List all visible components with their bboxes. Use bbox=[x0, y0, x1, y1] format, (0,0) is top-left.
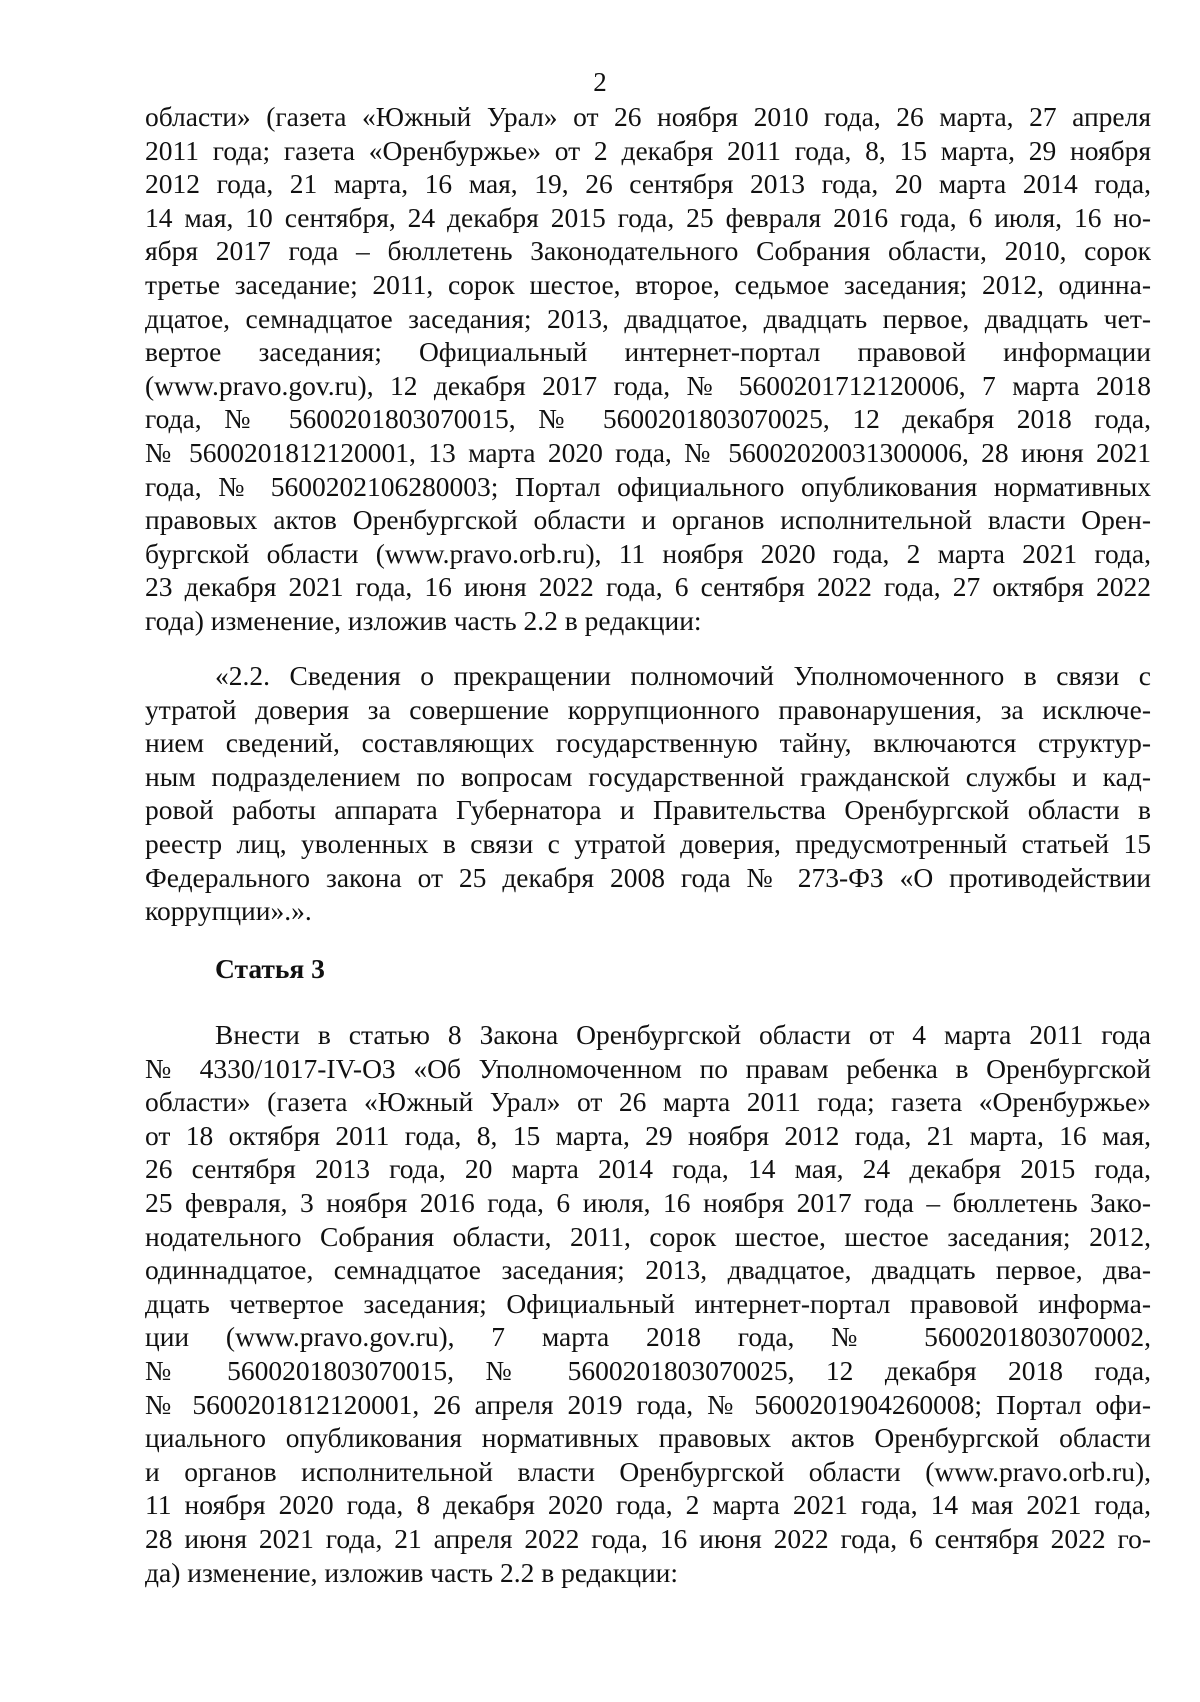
text-line: (www.pravo.gov.ru), 12 декабря 2017 года, № 5600201712120006, 7 марта 2018 bbox=[145, 369, 1151, 401]
text-line: № 5600201812120001, 26 апреля 2019 года, № 5600201904260008; Портал офи- bbox=[145, 1388, 1151, 1420]
text-line: года) изменение, изложив часть 2.2 в редакции: bbox=[145, 604, 702, 636]
text-line: 2011 года; газета «Оренбуржье» от 2 декабря 2011 года, 8, 15 марта, 29 ноября bbox=[145, 134, 1151, 166]
article-heading: Статья 3 bbox=[215, 953, 325, 984]
text-line: циального опубликования нормативных правовых актов Оренбургской области bbox=[145, 1422, 1151, 1454]
text-line: третье заседание; 2011, сорок шестое, второе, седьмое заседания; 2012, одинна- bbox=[145, 268, 1151, 300]
paragraph-amendment-tail bbox=[145, 100, 1151, 638]
text-line: 14 мая, 10 сентября, 24 декабря 2015 года, 25 февраля 2016 года, 6 июля, 16 но- bbox=[145, 201, 1151, 233]
text-line: да) изменение, изложив часть 2.2 в редакции: bbox=[145, 1556, 679, 1588]
text-line: одиннадцатое, семнадцатое заседания; 2013, двадцатое, двадцать первое, два- bbox=[145, 1254, 1151, 1286]
text-line: Федерального закона от 25 декабря 2008 года № 273-ФЗ «О противодействии bbox=[145, 861, 1151, 893]
text-line: и органов исполнительной власти Оренбургской области (www.pravo.orb.ru), bbox=[145, 1455, 1151, 1487]
text-line: нодательного Собрания области, 2011, сорок шестое, шестое заседания; 2012, bbox=[145, 1220, 1151, 1252]
text-line: нием сведений, составляющих государственную тайну, включаются структур- bbox=[145, 727, 1151, 759]
text-line: года, № 5600201803070015, № 5600201803070025, 12 декабря 2018 года, bbox=[145, 403, 1151, 435]
text-line: 23 декабря 2021 года, 16 июня 2022 года, 6 сентября 2022 года, 27 октября 2022 bbox=[145, 571, 1151, 603]
paragraph-article-3 bbox=[145, 1018, 1151, 1589]
text-line: года, № 5600202106280003; Портал официального опубликования нормативных bbox=[145, 470, 1151, 502]
text-line: бургской области (www.pravo.orb.ru), 11 ноября 2020 года, 2 марта 2021 года, bbox=[145, 537, 1151, 569]
text-line: 26 сентября 2013 года, 20 марта 2014 года, 14 мая, 24 декабря 2015 года, bbox=[145, 1153, 1151, 1185]
text-line: вертое заседания; Официальный интернет-портал правовой информации bbox=[145, 336, 1151, 368]
text-line: ции (www.pravo.gov.ru), 7 марта 2018 года, № 5600201803070002, bbox=[145, 1321, 1151, 1353]
text-line: № 4330/1017-IV-ОЗ «Об Уполномоченном по правам ребенка в Оренбургской bbox=[145, 1052, 1151, 1084]
text-line: № 5600201803070015, № 5600201803070025, 12 декабря 2018 года, bbox=[145, 1354, 1151, 1386]
page-number: 2 bbox=[593, 67, 607, 97]
text-line: ровой работы аппарата Губернатора и Правительства Оренбургской области в bbox=[145, 794, 1151, 826]
text-line: 2012 года, 21 марта, 16 мая, 19, 26 сентября 2013 года, 20 марта 2014 года, bbox=[145, 168, 1151, 200]
text-line: дцатое, семнадцатое заседания; 2013, двадцатое, двадцать первое, двадцать чет- bbox=[145, 302, 1151, 334]
text-line: Внести в статью 8 Закона Оренбургской области от 4 марта 2011 года bbox=[215, 1019, 1151, 1050]
text-line: ным подразделением по вопросам государственной гражданской службы и кад- bbox=[145, 760, 1151, 792]
paragraph-quoted-part-2-2 bbox=[145, 659, 1151, 928]
text-line: дцать четвертое заседания; Официальный интернет-портал правовой информа- bbox=[145, 1287, 1151, 1319]
text-line: утратой доверия за совершение коррупционного правонарушения, за исключе- bbox=[145, 693, 1151, 725]
text-line: № 5600201812120001, 13 марта 2020 года, № 56002020031300006, 28 июня 2021 bbox=[145, 436, 1151, 468]
text-line: реестр лиц, уволенных в связи с утратой доверия, предусмотренный статьей 15 bbox=[145, 827, 1151, 859]
text-line: 28 июня 2021 года, 21 апреля 2022 года, 16 июня 2022 года, 6 сентября 2022 го- bbox=[145, 1522, 1151, 1554]
text-line: от 18 октября 2011 года, 8, 15 марта, 29 ноября 2012 года, 21 марта, 16 мая, bbox=[145, 1119, 1151, 1151]
text-line: 11 ноября 2020 года, 8 декабря 2020 года, 2 марта 2021 года, 14 мая 2021 года, bbox=[145, 1489, 1151, 1521]
text-line: коррупции».». bbox=[145, 895, 312, 927]
text-line: области» (газета «Южный Урал» от 26 ноября 2010 года, 26 марта, 27 апреля bbox=[145, 101, 1151, 132]
text-line: правовых актов Оренбургской области и органов исполнительной власти Орен- bbox=[145, 504, 1151, 536]
text-line: области» (газета «Южный Урал» от 26 марта 2011 года; газета «Оренбуржье» bbox=[145, 1086, 1151, 1118]
text-line: «2.2. Сведения о прекращении полномочий Уполномоченного в связи с bbox=[215, 660, 1151, 691]
text-line: ября 2017 года – бюллетень Законодательного Собрания области, 2010, сорок bbox=[145, 235, 1151, 267]
text-line: 25 февраля, 3 ноября 2016 года, 6 июля, 16 ноября 2017 года – бюллетень Зако- bbox=[145, 1186, 1151, 1218]
